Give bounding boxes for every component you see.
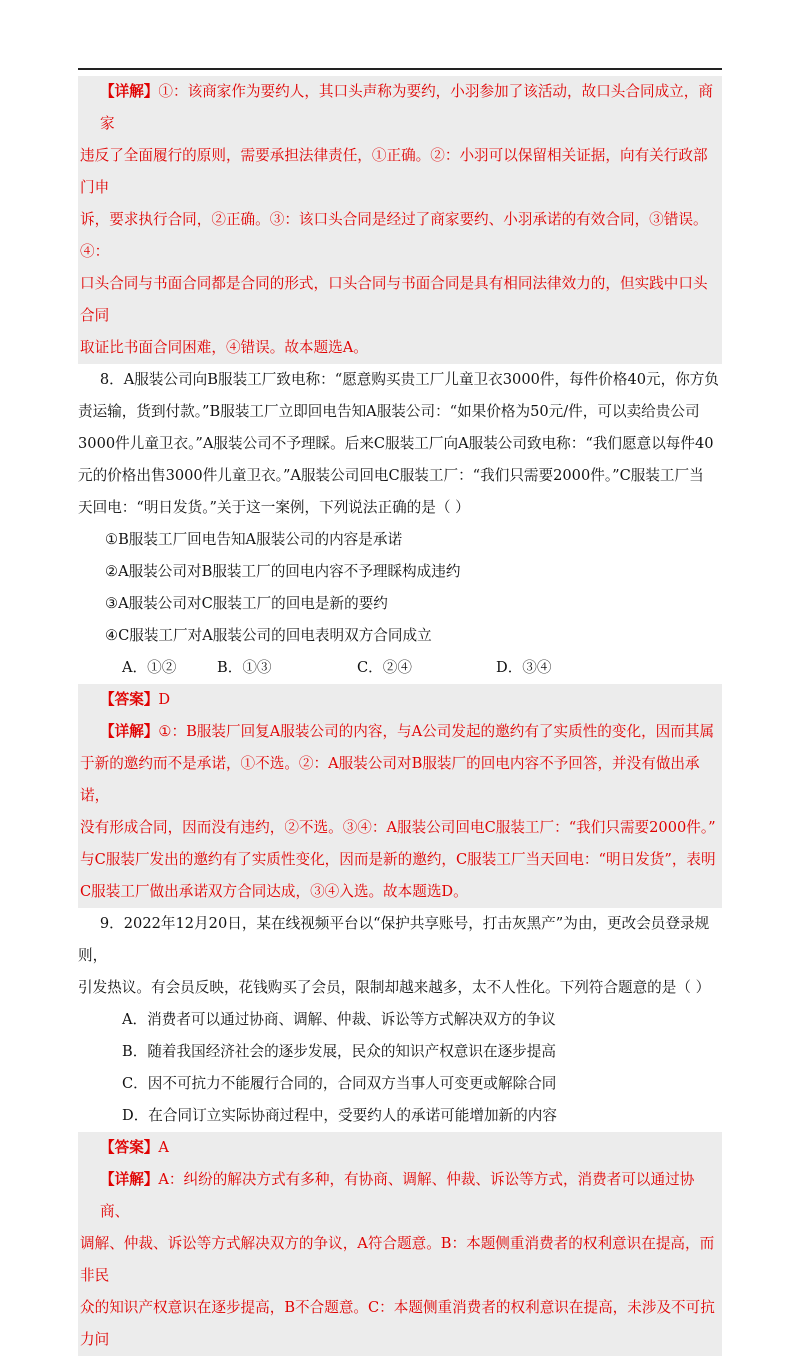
q8-choice-d: D．③④ [496,659,552,676]
q9-option-c: C．因不可抗力不能履行合同的，合同双方当事人可变更或解除合同 [122,1075,557,1092]
q7-detail-line-1: 【详解】①：该商家作为要约人，其口头声称为要约，小羽参加了该活动，故口头合同成立，商家 [100,83,713,132]
q7-detail-block [78,76,722,364]
q9-option-b: B．随着我国经济社会的逐步发展，民众的知识产权意识在逐步提高 [122,1043,556,1060]
q8-stem-line-1: 8．A服装公司向B服装工厂致电称：“愿意购买贵工厂儿童卫衣3000件，每件价格40元，你方负 [99,371,719,388]
q8-stem-line-4: 元的价格出售3000件儿童卫衣。”A服装公司回电C服装工厂：“我们只需要2000件。”C服装工厂当 [78,467,704,484]
q8-statement-4: ④C服装工厂对A服装公司的回电表明双方合同成立 [105,627,432,644]
q9-option-a: A．消费者可以通过协商、调解、仲裁、诉讼等方式解决双方的争议 [122,1011,556,1028]
q7-detail-line-5: 取证比书面合同困难，④错误。故本题选A。 [80,339,368,356]
q9-answer-tag: 【答案】 [100,1139,159,1156]
q8-stem [78,364,722,524]
q8-choice-c: C．②④ [357,659,412,676]
header-rule [78,68,722,70]
q8-detail-line-1: 【详解】①：B服装厂回复A服装公司的内容，与A公司发起的邀约有了实质性的变化，因而其属 [100,723,715,740]
q9-stem-line-1: 9．2022年12月20日，某在线视频平台以“保护共享账号，打击灰黑产”为由，更改会员登录规则， [78,915,710,964]
q9-answer: 【答案】A [100,1139,169,1156]
q8-choices [78,652,722,684]
q8-detail-line-2: 于新的邀约而不是承诺，①不选。②：A服装公司对B服装厂的回电内容不予回答，并没有做出承诺， [80,755,700,804]
q8-answer-block [78,684,722,908]
q8-stem-line-3: 3000件儿童卫衣。”A服装公司不予理睬。后来C服装工厂向A服装公司致电称：“我们愿意以每件40 [78,435,714,452]
q8-detail-line-4: 与C服装厂发出的邀约有了实质性变化，因而是新的邀约，C服装工厂当天回电：“明日发货”，表明 [80,851,716,868]
q8-answer: 【答案】D [100,691,171,708]
q8-answer-tag: 【答案】 [100,691,159,708]
q9-detail-line-3: 众的知识产权意识在逐步提高，B不合题意。C：本题侧重消费者的权利意识在提高，未涉及不可抗力问 [80,1299,715,1348]
q8-statement-1: ①B服装工厂回电告知A服装公司的内容是承诺 [105,531,403,548]
q8-detail-line-5: C服装工厂做出承诺双方合同达成，③④入选。故本题选D。 [80,883,468,900]
q8-stem-line-5: 天回电：“明日发货。”关于这一案例，下列说法正确的是（ ） [78,499,470,516]
q8-detail-tag: 【详解】 [100,723,159,740]
q7-detail-line-2: 违反了全面履行的原则，需要承担法律责任，①正确。②：小羽可以保留相关证据，向有关行政部门申 [80,147,708,196]
q8-statement-2: ②A服装公司对B服装工厂的回电内容不予理睬构成违约 [105,563,461,580]
q7-detail-tag: 【详解】 [100,83,159,100]
q7-detail-line-4: 口头合同与书面合同都是合同的形式，口头合同与书面合同是具有相同法律效力的，但实践中口头合同 [80,275,708,324]
q7-detail-line-3: 诉，要求执行合同，②正确。③：该口头合同是经过了商家要约、小羽承诺的有效合同，③错误。④： [80,211,708,260]
q9-stem [78,908,722,1004]
q8-choice-b: B．①③ [217,659,272,676]
q9-detail-line-2: 调解、仲裁、诉讼等方式解决双方的争议，A符合题意。B：本题侧重消费者的权利意识在提高，而非民 [80,1235,715,1284]
q9-answer-block [78,1132,722,1356]
q8-detail-line-3: 没有形成合同，因而没有违约，②不选。③④：A服装公司回电C服装工厂：“我们只需要2000件。” [80,819,716,836]
q9-option-d: D．在合同订立实际协商过程中，受要约人的承诺可能增加新的内容 [122,1107,557,1124]
q8-stem-line-2: 责运输，货到付款。”B服装工厂立即回电告知A服装公司：“如果价格为50元/件，可以卖给贵公司 [78,403,700,420]
q9-detail-tag: 【详解】 [100,1171,159,1188]
q8-statement-3: ③A服装公司对C服装工厂的回电是新的要约 [105,595,388,612]
q8-choice-a: A．①② [122,659,177,676]
q9-detail-line-1: 【详解】A：纠纷的解决方式有多种，有协商、调解、仲裁、诉讼等方式，消费者可以通过协商、 [100,1171,695,1220]
q9-stem-line-2: 引发热议。有会员反映，花钱购买了会员，限制却越来越多，太不人性化。下列符合题意的是（ ） [78,979,711,996]
document-body [78,76,722,1356]
